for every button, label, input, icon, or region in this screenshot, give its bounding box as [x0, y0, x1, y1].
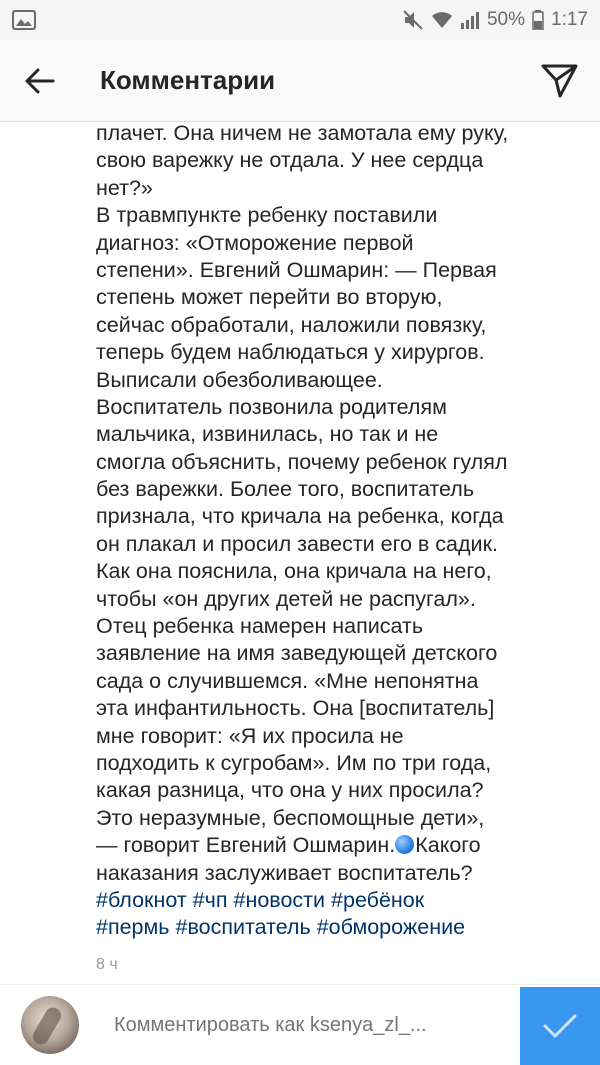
caption-line: Это неразумные, беспомощные дети»,	[96, 805, 485, 830]
hashtag-link[interactable]: #ребёнок	[331, 887, 425, 912]
battery-percent: 50%	[486, 9, 526, 30]
caption-line: мальчика, извинилась, но так и не	[96, 422, 439, 447]
caption-line	[96, 832, 576, 859]
caption-line: мне говорит: «Я их просила не	[96, 723, 404, 748]
caption-line: свою варежку не отдала. У нее сердца	[96, 148, 484, 173]
comment-input[interactable]	[114, 1014, 520, 1037]
hashtag-link[interactable]: #обморожение	[316, 915, 466, 940]
caption-line: Как она пояснила, она кричала на него,	[96, 559, 492, 584]
avatar	[21, 996, 79, 1054]
hashtag-link[interactable]: #новости	[233, 887, 326, 912]
caption-line: Выписали обезболивающее.	[96, 367, 383, 392]
hashtag-link[interactable]: #чп	[192, 887, 228, 912]
signal-icon	[460, 11, 480, 29]
clock: 1:17	[551, 9, 588, 30]
caption-line: Воспитатель позвонила родителям	[96, 394, 447, 419]
caption-line: без варежки. Более того, воспитатель	[96, 477, 475, 502]
caption-line: какая разница, что она у них просила?	[96, 778, 484, 803]
hashtag-row	[96, 914, 576, 941]
caption-line: признала, что кричала на ребенка, когда	[96, 504, 504, 529]
gallery-notification-icon	[12, 10, 36, 30]
hashtag-link[interactable]: #блокнот	[96, 887, 187, 912]
battery-icon	[532, 10, 544, 30]
mute-icon	[402, 9, 424, 31]
caption-line: В травмпункте ребенку поставили	[96, 203, 438, 228]
hashtag-link[interactable]: #пермь	[96, 915, 170, 940]
caption-line: эта инфантильность. Она [воспитатель]	[96, 696, 495, 721]
caption-emoji-line-text: — говорит Евгений Ошмарин.	[96, 833, 396, 858]
caption-block	[96, 120, 576, 982]
wifi-icon	[431, 10, 453, 30]
caption-line: он плакал и просил завести его в садик.	[96, 531, 498, 556]
post-timestamp: 8 ч	[96, 955, 118, 973]
hashtag-row	[96, 887, 576, 914]
caption-line: сейчас обработали, наложили повязку,	[96, 312, 487, 337]
caption-line: подходить к сугробам». Им по три года,	[96, 750, 492, 775]
caption-line: теперь будем наблюдаться у хирургов.	[96, 340, 485, 365]
caption-text	[96, 120, 576, 832]
back-button[interactable]	[0, 40, 80, 122]
caption-line: наказания заслуживает воспитатель?	[96, 860, 473, 885]
blue-circle-emoji-icon	[395, 835, 414, 854]
caption-line: сада о случившемся. «Мне непонятна	[96, 668, 479, 693]
caption-line: степень может перейти во вторую,	[96, 285, 443, 310]
post-comment-button[interactable]	[520, 987, 600, 1065]
caption-line: диагноз: «Отморожение первой	[96, 230, 414, 255]
caption-after-emoji: Какого	[415, 833, 481, 858]
page-title: Комментарии	[100, 65, 276, 95]
share-button[interactable]	[520, 40, 600, 122]
caption-line: Отец ребенка намерен написать	[96, 614, 424, 639]
status-bar	[0, 0, 600, 40]
caption-line: смогла объяснить, почему ребенок гулял	[96, 449, 508, 474]
app-bar	[0, 40, 600, 122]
caption-line: чтобы «он других детей не распугал».	[96, 586, 476, 611]
caption-line: заявление на имя заведующей детского	[96, 641, 498, 666]
paper-plane-icon	[541, 63, 579, 99]
hashtag-link[interactable]: #воспитатель	[175, 915, 311, 940]
checkmark-icon	[542, 1012, 578, 1040]
caption-line: степени». Евгений Ошмарин: — Первая	[96, 257, 497, 282]
caption-line: плачет. Она ничем не замотала ему руку,	[96, 121, 509, 145]
comment-composer	[0, 984, 600, 1065]
arrow-left-icon	[25, 68, 55, 94]
caption-line: нет?»	[96, 175, 153, 200]
